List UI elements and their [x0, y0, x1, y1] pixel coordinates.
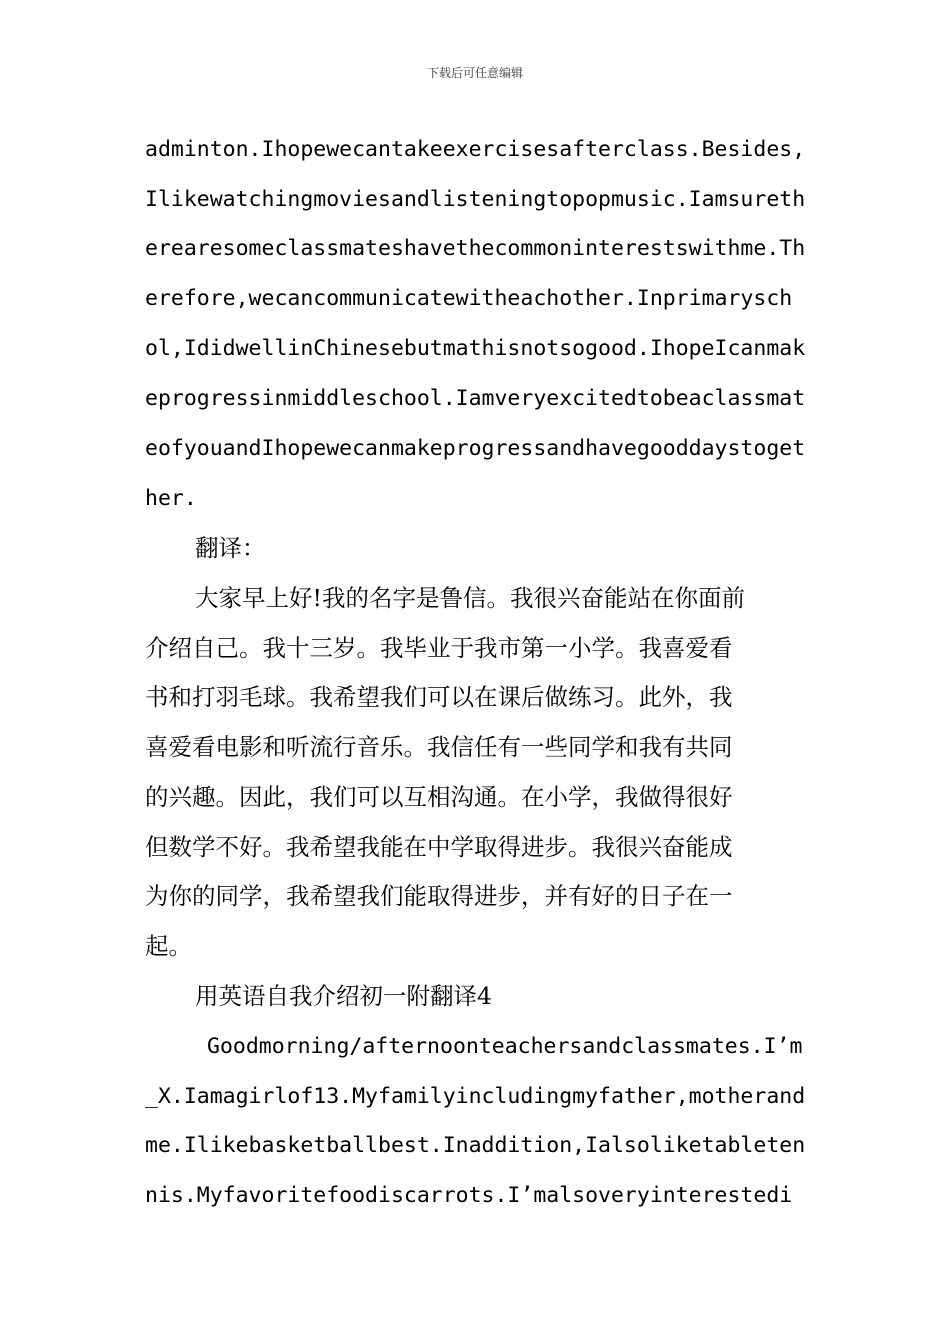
translation-label: 翻译：: [195, 534, 266, 562]
translation-line: 但数学不好。我希望我能在中学取得进步。我很兴奋能成: [145, 833, 733, 861]
translation-line: 的兴趣。因此，我们可以互相沟通。在小学，我做得很好: [145, 783, 733, 811]
english-line: nis.Myfavoritefoodiscarrots.I’malsoveryinterestedi: [145, 1183, 793, 1208]
page-header-note: 下载后可任意编辑: [426, 66, 523, 80]
translation-line: 书和打羽毛球。我希望我们可以在课后做练习。此外，我: [145, 683, 733, 711]
english-line: me.Ilikebasketballbest.Inaddition,Ialsoliketableten: [145, 1133, 806, 1158]
english-line: ol,IdidwellinChinesebutmathisnotsogood.IhopeIcanmak: [145, 336, 806, 361]
english-line: Goodmorning/afternoonteachersandclassmates.I’m: [207, 1034, 803, 1059]
translation-line: 起。: [145, 932, 192, 960]
english-line: erearesomeclassmateshavethecommoninterestswithme.Th: [145, 236, 806, 261]
translation-line: 大家早上好!我的名字是鲁信。我很兴奋能站在你面前: [195, 584, 745, 612]
section-title: 用英语自我介绍初一附翻译4: [195, 982, 492, 1010]
translation-line: 介绍自己。我十三岁。我毕业于我市第一小学。我喜爱看: [145, 634, 733, 662]
english-line: adminton.Ihopewecantakeexercisesafterclass.Besides,: [145, 137, 806, 162]
english-line: _X.Iamagirlof13.Myfamilyincludingmyfather,motherand: [145, 1084, 806, 1109]
english-line: eprogressinmiddleschool.Iamveryexcitedtobeaclassmat: [145, 386, 806, 411]
translation-line: 喜爱看电影和听流行音乐。我信任有一些同学和我有共同: [145, 733, 733, 761]
english-line: her.: [145, 486, 197, 511]
translation-line: 为你的同学，我希望我们能取得进步，并有好的日子在一: [145, 882, 733, 910]
english-line: eofyouandIhopewecanmakeprogressandhavegooddaystoget: [145, 436, 806, 461]
english-line: Ilikewatchingmoviesandlisteningtopopmusic.Iamsureth: [145, 187, 806, 212]
english-line: erefore,wecancommunicatewitheachother.Inprimarysch: [145, 286, 793, 311]
